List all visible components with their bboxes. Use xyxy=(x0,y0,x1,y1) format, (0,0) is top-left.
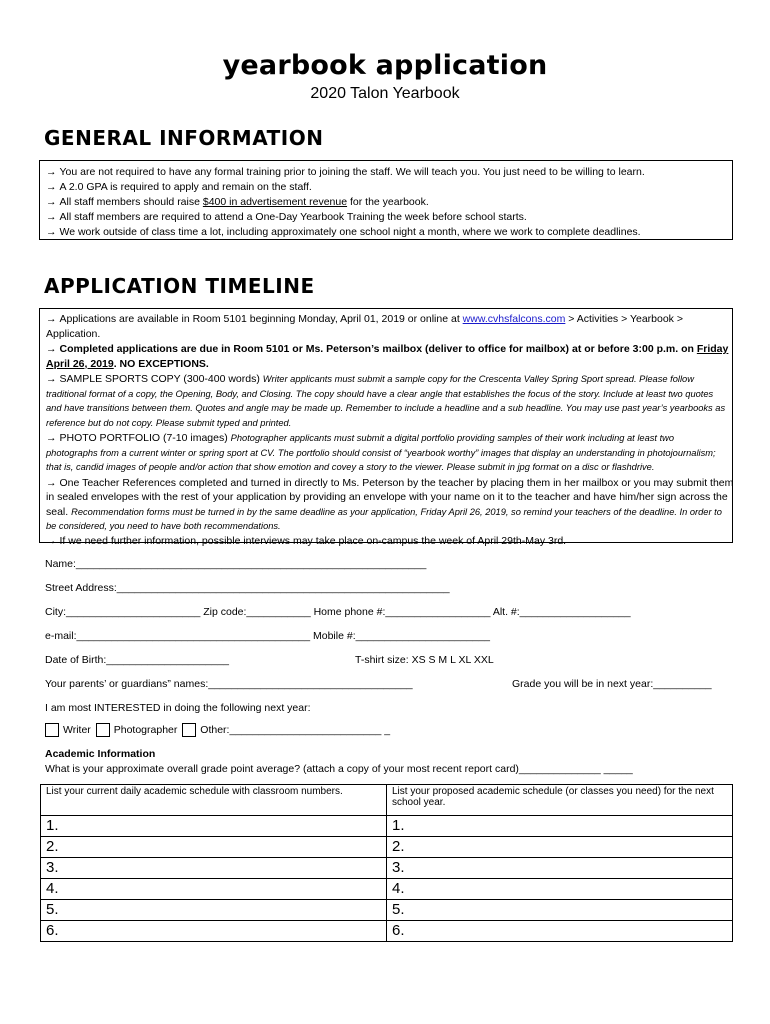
general-info-heading: GENERAL INFORMATION xyxy=(44,126,324,150)
arrow-right-icon: → xyxy=(46,476,57,489)
other-field[interactable]: Other:__________________________ _ xyxy=(200,723,391,736)
tshirt-size-field[interactable]: T-shirt size: XS S M L XL XXL xyxy=(355,654,494,666)
timeline-deadline: → Completed applications are due in Room 5101 or Ms. Peterson’s mailbox (deliver to office for mailbox) at or before 3:00 p.m. on Friday April 26, 2019. NO EXCEPTIONS. xyxy=(46,343,729,370)
proposed-schedule-header: List your proposed academic schedule (or classes you need) for the next school year. xyxy=(387,785,733,816)
photographer-label: Photographer xyxy=(113,723,178,736)
arrow-right-icon: → xyxy=(46,166,57,178)
arrow-right-icon: → xyxy=(46,196,57,208)
timeline-sports-copy: → SAMPLE SPORTS COPY (300-400 words) Writer applicants must submit a sample copy for the Crescenta Valley Spring Sport spread. Please follow traditional format of a copy, the Opening, Body, and Closing. The copy should have a clear angle that establishes the focus of the story. Include at least two quotes and have transitions between them. Quotes and angle may be made up. Remember to include a headline and a sub headline. You may use past year’s yearbooks as reference but do not copy. Please submit typed and printed. xyxy=(46,373,726,428)
street-address-field[interactable]: Street Address:_________________________________________________________ xyxy=(45,582,450,594)
date-of-birth-field[interactable]: Date of Birth:_____________________ xyxy=(45,654,229,666)
arrow-right-icon: → xyxy=(46,432,57,444)
table-row: 6. 6. xyxy=(41,921,733,942)
arrow-right-icon: → xyxy=(46,181,57,193)
table-row: 1. 1. xyxy=(41,816,733,837)
table-row: 2. 2. xyxy=(41,837,733,858)
gpa-field[interactable]: What is your approximate overall grade point average? (attach a copy of your most recent report card)______________ _____ xyxy=(45,763,633,775)
academic-info-heading: Academic Information xyxy=(45,748,156,760)
page-subtitle: 2020 Talon Yearbook xyxy=(310,85,460,102)
name-field[interactable]: Name:____________________________________________________________ xyxy=(45,558,427,570)
timeline-applications: → Applications are available in Room 5101 beginning Monday, April 01, 2019 or online at www.cvhsfalcons.com > Activities > Yearbook > Application. xyxy=(46,313,683,340)
arrow-right-icon: → xyxy=(46,534,57,547)
writer-label: Writer xyxy=(63,723,91,736)
page-title: yearbook application xyxy=(222,50,548,81)
other-checkbox[interactable] xyxy=(182,723,196,737)
interest-options xyxy=(45,723,390,737)
timeline-references: → One Teacher References completed and turned in directly to Ms. Peterson by the teacher by placing them in her mailbox or you may submit them in sealed envelopes with the rest of your application by providing an envelope with your name on it to the teacher and have him/her sign across the seal. Recommendation forms must be turned in by the same deadline as your application, Friday April 26, 2019, so remind your teachers of the deadline. In order to be considered, you need to have both recommendations. xyxy=(46,476,734,531)
arrow-right-icon: → xyxy=(46,313,57,325)
advertisement-revenue-text: $400 in advertisement revenue xyxy=(202,196,348,208)
next-year-grade-field[interactable]: Grade you will be in next year:__________ xyxy=(512,678,712,690)
current-schedule-header: List your current daily academic schedule with classroom numbers. xyxy=(41,785,387,816)
arrow-right-icon: → xyxy=(46,211,57,223)
timeline-interviews: → If we need further information, possible interviews may take place on-campus the week of April 29th-May 3rd. xyxy=(46,534,567,547)
table-row: 5. 5. xyxy=(41,900,733,921)
photographer-checkbox[interactable] xyxy=(96,723,110,737)
arrow-right-icon: → xyxy=(46,373,57,385)
timeline-box xyxy=(39,308,734,547)
general-item-1: → You are not required to have any formal training prior to joining the staff. We will teach you. You just need to be willing to learn. xyxy=(46,166,645,178)
schedule-table xyxy=(40,784,733,942)
timeline-heading: APPLICATION TIMELINE xyxy=(44,274,315,298)
table-row: 4. 4. xyxy=(41,879,733,900)
writer-checkbox[interactable] xyxy=(45,723,59,737)
general-info-box xyxy=(39,160,733,240)
general-item-3: → All staff members should raise $400 in advertisement revenue for the yearbook. xyxy=(46,196,429,208)
schedule-header-row xyxy=(41,785,733,816)
arrow-right-icon: → xyxy=(46,226,57,238)
table-row: 3. 3. xyxy=(41,858,733,879)
city-zip-phone-field[interactable]: City:_______________________ Zip code:___________ Home phone #:__________________ Alt. #:___________________ xyxy=(45,606,631,618)
general-item-5: → We work outside of class time a lot, including approximately one school night a month, where we work to complete deadlines. xyxy=(46,226,641,238)
timeline-photo-portfolio: → PHOTO PORTFOLIO (7-10 images) Photographer applicants must submit a digital portfolio providing samples of their work including at least two photographs from a current winter or spring sport at CV. The portfolio should consist of “yearbook worthy” images that display an understanding in photojournalism; that is, candid images of people and/or action that show emotion and covey a story to the viewer. Please submit in jpg format on a disc or flashdrive. xyxy=(46,432,716,472)
interest-prompt: I am most INTERESTED in doing the following next year: xyxy=(45,702,311,714)
email-mobile-field[interactable]: e-mail:________________________________________ Mobile #:_______________________ xyxy=(45,630,490,642)
parents-names-field[interactable]: Your parents’ or guardians” names:___________________________________ xyxy=(45,678,413,690)
website-link[interactable]: www.cvhsfalcons.com xyxy=(462,313,566,325)
general-item-4: → All staff members are required to attend a One-Day Yearbook Training the week before school starts. xyxy=(46,211,527,223)
arrow-right-icon: → xyxy=(46,343,57,355)
general-item-2: → A 2.0 GPA is required to apply and remain on the staff. xyxy=(46,181,312,193)
